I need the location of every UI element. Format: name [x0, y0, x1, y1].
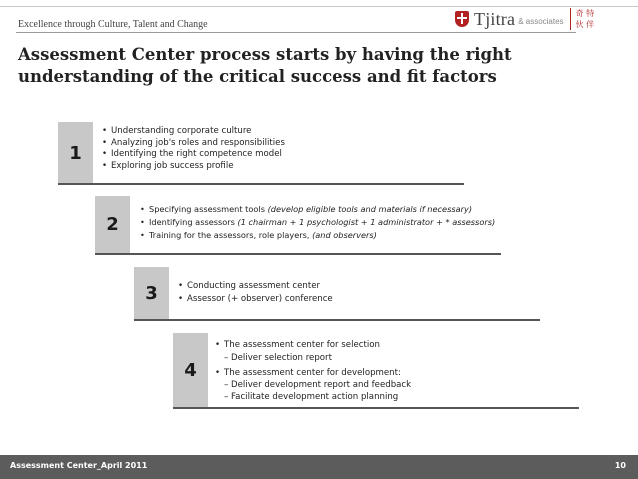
list-item: • Analyzing job's roles and responsibilities	[102, 137, 285, 148]
logo-name: Tjitra	[474, 8, 516, 29]
list-item: • Training for the assessors, role players, (and observers)	[140, 230, 377, 240]
step-2-bullets	[140, 203, 495, 242]
logo-cjk	[576, 8, 595, 30]
step-4-rule	[173, 407, 579, 409]
step-3-number: 3	[134, 267, 169, 319]
logo-suffix: & associates	[518, 17, 564, 26]
sub-list	[224, 379, 411, 403]
step-4-bullets	[215, 340, 411, 403]
step-3-rule	[134, 319, 540, 321]
sub-list-item: – Deliver selection report	[224, 352, 332, 363]
list-item: • Identifying the right competence model	[102, 149, 282, 159]
step-1-number: 1	[58, 122, 93, 184]
logo-cjk-bottom: 伙 伴	[575, 20, 595, 29]
step-2-number: 2	[95, 196, 130, 253]
step-3-bullets	[178, 280, 333, 306]
tagline: Excellence through Culture, Talent and Change	[18, 19, 208, 30]
step-2-rule	[95, 253, 501, 255]
sub-list-item: – Facilitate development action planning	[224, 392, 399, 402]
list-item: • The assessment center for development: – Deliver development report and feedback – Facilitate development action planning	[215, 367, 412, 402]
logo-divider	[570, 8, 571, 30]
list-item: • Specifying assessment tools (develop eligible tools and materials if necessary)	[140, 204, 473, 214]
footer-bar	[0, 455, 638, 479]
list-item: • The assessment center for selection – Deliver selection report	[215, 340, 411, 364]
list-item: • Conducting assessment center	[178, 281, 321, 291]
shield-cross-icon	[455, 11, 469, 27]
list-item: • Assessor (+ observer) conference	[178, 294, 333, 304]
sub-list	[224, 352, 411, 364]
step-1-bullets	[102, 126, 285, 172]
step-4-number: 4	[173, 333, 208, 408]
page-number: 10	[614, 461, 626, 470]
slide-title: Assessment Center process starts by having the right understanding of the critical success and fit factors	[18, 45, 512, 86]
list-item: • Understanding corporate culture	[102, 126, 252, 136]
logo-cjk-top: 奇 特	[575, 9, 595, 18]
top-divider	[0, 6, 638, 7]
sub-list-item: – Deliver development report and feedback	[224, 380, 412, 390]
header-rule	[16, 32, 576, 33]
step-1-rule	[58, 183, 464, 185]
list-item: • Exploring job success profile	[102, 160, 234, 171]
company-logo	[455, 9, 594, 29]
list-item: • Identifying assessors (1 chairman + 1 psychologist + 1 administrator + * assessors)	[140, 217, 496, 227]
footer-label: Assessment Center_April 2011	[10, 461, 148, 470]
